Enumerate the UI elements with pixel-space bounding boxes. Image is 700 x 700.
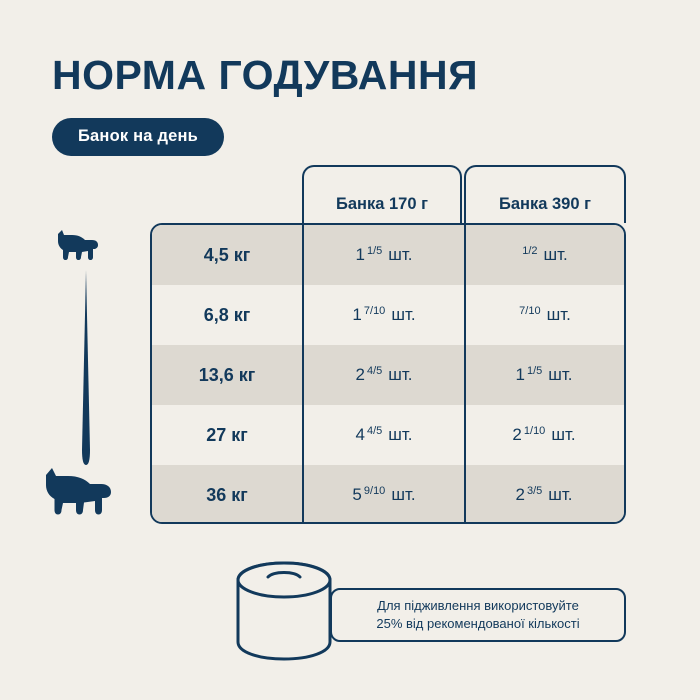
table-column-header-0 <box>302 165 462 223</box>
row-value-390 <box>464 405 622 465</box>
size-scale-wedge <box>79 270 93 465</box>
value-fraction: 1/5 <box>366 245 383 257</box>
note-line-2: 25% від рекомендованої кількості <box>376 616 580 631</box>
row-weight: 36 кг <box>206 484 248 505</box>
value-fraction: 3/5 <box>526 485 543 497</box>
row-weight: 13,6 кг <box>198 364 256 385</box>
food-can-icon <box>232 558 336 669</box>
table-body <box>150 223 626 524</box>
small-dog-icon <box>52 228 100 267</box>
value-whole: 1 <box>515 365 525 384</box>
value-fraction: 7/10 <box>519 305 541 317</box>
value-whole: 1 <box>352 305 362 324</box>
column-header-label: Банка 170 г <box>335 195 428 213</box>
value-unit: шт. <box>391 305 416 324</box>
row-value-390 <box>464 345 622 405</box>
table-row <box>152 285 624 345</box>
value-unit: шт. <box>546 305 571 324</box>
value-fraction: 1/10 <box>523 425 546 437</box>
table-row <box>152 345 624 405</box>
value-fraction: 7/10 <box>363 305 386 317</box>
value-unit: шт. <box>548 365 573 384</box>
value-whole: 2 <box>515 485 525 504</box>
value-whole: 5 <box>352 485 362 504</box>
value-whole: 1 <box>355 245 365 264</box>
value-whole: 2 <box>512 425 522 444</box>
value-unit: шт. <box>551 425 576 444</box>
subtitle-pill: Банок на день <box>52 118 224 156</box>
note-line-1: Для підживлення використовуйте <box>377 598 579 613</box>
row-value-170 <box>302 285 464 345</box>
column-header-label: Банка 390 г <box>498 195 591 213</box>
value-fraction: 1/2 <box>522 245 538 257</box>
feeding-note <box>330 588 626 642</box>
value-fraction: 1/5 <box>526 365 543 377</box>
table-row <box>152 225 624 285</box>
value-unit: шт. <box>388 425 413 444</box>
row-weight: 6,8 кг <box>203 304 251 325</box>
value-unit: шт. <box>548 485 573 504</box>
table-column-header-1 <box>464 165 626 223</box>
row-value-170 <box>302 465 464 524</box>
large-dog-icon <box>38 466 114 521</box>
value-unit: шт. <box>388 245 413 264</box>
feeding-table <box>150 165 626 524</box>
row-weight: 27 кг <box>206 424 248 445</box>
value-fraction: 4/5 <box>366 425 383 437</box>
row-value-390 <box>464 285 622 345</box>
page-title: НОРМА ГОДУВАННЯ <box>52 52 479 98</box>
value-fraction: 4/5 <box>366 365 383 377</box>
value-unit: шт. <box>543 245 568 264</box>
value-fraction: 9/10 <box>363 485 386 497</box>
value-unit: шт. <box>391 485 416 504</box>
value-whole: 4 <box>355 425 365 444</box>
table-row <box>152 405 624 465</box>
row-value-390 <box>464 465 622 524</box>
table-row <box>152 465 624 524</box>
row-weight: 4,5 кг <box>203 244 251 265</box>
row-value-170 <box>302 345 464 405</box>
row-value-170 <box>302 405 464 465</box>
row-value-390 <box>464 225 622 285</box>
value-whole: 2 <box>355 365 365 384</box>
row-value-170 <box>302 225 464 285</box>
value-unit: шт. <box>388 365 413 384</box>
